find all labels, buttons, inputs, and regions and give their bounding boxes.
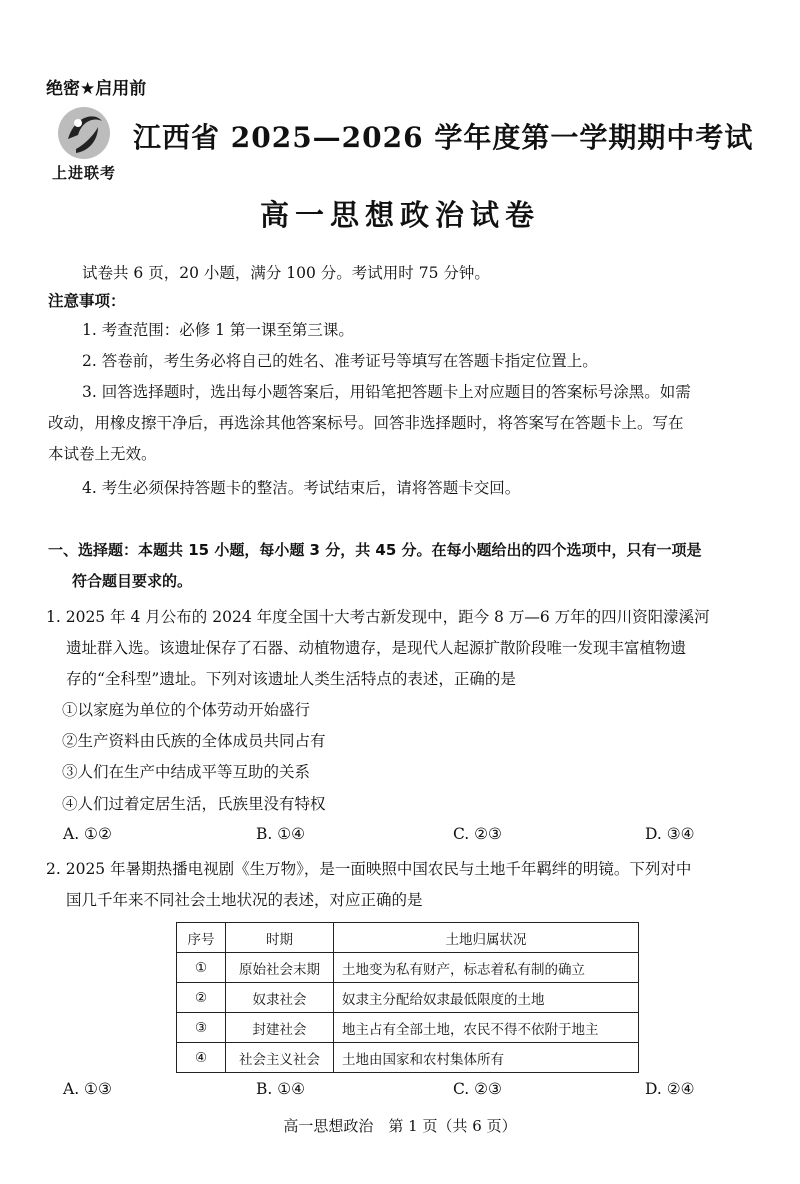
exam-info: 试卷共 6 页，20 小题，满分 100 分。考试用时 75 分钟。 — [82, 264, 490, 282]
table-cell: ③ — [177, 1013, 226, 1043]
q1-option-c: C. ②③ — [453, 825, 502, 843]
table-cell: 地主占有全部土地，农民不得不依附于地主 — [334, 1013, 639, 1043]
table-row — [177, 953, 639, 983]
table-header: 序号 — [177, 923, 226, 953]
subject-title: 高一思想政治试卷 — [259, 198, 540, 232]
q1-item-2: ②生产资料由氏族的全体成员共同占有 — [62, 732, 326, 750]
table-row — [177, 1013, 639, 1043]
table-header: 土地归属状况 — [334, 923, 639, 953]
q2-option-d: D. ②④ — [645, 1080, 695, 1098]
table-cell: 社会主义社会 — [226, 1043, 334, 1073]
logo-text: 上进联考 — [51, 164, 116, 182]
logo-mark-icon — [54, 105, 114, 161]
exam-logo — [44, 105, 124, 183]
q1-stem-line-2: 遗址群入选。该遗址保存了石器、动植物遗存，是现代人起源扩散阶段唯一发现丰富植物遗 — [66, 639, 687, 657]
note-3-line-2: 改动，用橡皮擦干净后，再选涂其他答案标号。回答非选择题时，将答案写在答题卡上。写在 — [48, 414, 684, 432]
section-heading-line-1: 一、选择题：本题共 15 小题，每小题 3 分，共 45 分。在每小题给出的四个选项中，只有一项是 — [48, 541, 702, 559]
q1-option-a: A. ①② — [63, 825, 112, 843]
note-2: 2. 答卷前，考生务必将自己的姓名、准考证号等填写在答题卡指定位置上。 — [82, 352, 598, 370]
q1-stem-line-3: 存的“全科型”遗址。下列对该遗址人类生活特点的表述，正确的是 — [66, 670, 516, 688]
land-ownership-table — [176, 922, 639, 1073]
table-cell: 土地变为私有财产，标志着私有制的确立 — [334, 953, 639, 983]
note-3-line-3: 本试卷上无效。 — [48, 445, 157, 463]
q1-stem-line-1: 1. 2025 年 4 月公布的 2024 年度全国十大考古新发现中，距今 8 万—6 万年的四川资阳濛溪河 — [46, 608, 710, 626]
confidential-label: 绝密★启用前 — [46, 79, 147, 99]
q1-item-4: ④人们过着定居生活，氏族里没有特权 — [62, 795, 326, 813]
table-cell: ④ — [177, 1043, 226, 1073]
note-3-line-1: 3. 回答选择题时，选出每小题答案后，用铅笔把答题卡上对应题目的答案标号涂黑。如需 — [82, 383, 691, 401]
q2-option-b: B. ①④ — [256, 1080, 306, 1098]
table-cell: 土地由国家和农村集体所有 — [334, 1043, 639, 1073]
q1-option-b: B. ①④ — [256, 825, 306, 843]
q2-stem-line-2: 国几千年来不同社会土地状况的表述，对应正确的是 — [66, 891, 423, 909]
q2-option-c: C. ②③ — [453, 1080, 502, 1098]
table-cell: 奴隶社会 — [226, 983, 334, 1013]
page-footer: 高一思想政治 第 1 页（共 6 页） — [283, 1117, 517, 1135]
q2-option-a: A. ①③ — [63, 1080, 112, 1098]
q1-item-3: ③人们在生产中结成平等互助的关系 — [62, 763, 311, 781]
table-cell: ① — [177, 953, 226, 983]
table-cell: ② — [177, 983, 226, 1013]
note-1: 1. 考查范围：必修 1 第一课至第三课。 — [82, 321, 354, 339]
q1-item-1: ①以家庭为单位的个体劳动开始盛行 — [62, 701, 311, 719]
table-header-row — [177, 923, 639, 953]
table-row — [177, 1043, 639, 1073]
q1-option-d: D. ③④ — [645, 825, 695, 843]
q2-stem-line-1: 2. 2025 年暑期热播电视剧《生万物》，是一面映照中国农民与土地千年羁绊的明镜。下列对中 — [46, 860, 692, 878]
note-4: 4. 考生必须保持答题卡的整洁。考试结束后，请将答题卡交回。 — [82, 479, 521, 497]
table-cell: 原始社会末期 — [226, 953, 334, 983]
table-cell: 封建社会 — [226, 1013, 334, 1043]
table-header: 时期 — [226, 923, 334, 953]
table-row — [177, 983, 639, 1013]
exam-title: 江西省 2025—2026 学年度第一学期期中考试 — [133, 121, 754, 154]
table-cell: 奴隶主分配给奴隶最低限度的土地 — [334, 983, 639, 1013]
section-heading-line-2: 符合题目要求的。 — [72, 572, 193, 590]
notes-heading: 注意事项： — [48, 292, 126, 310]
